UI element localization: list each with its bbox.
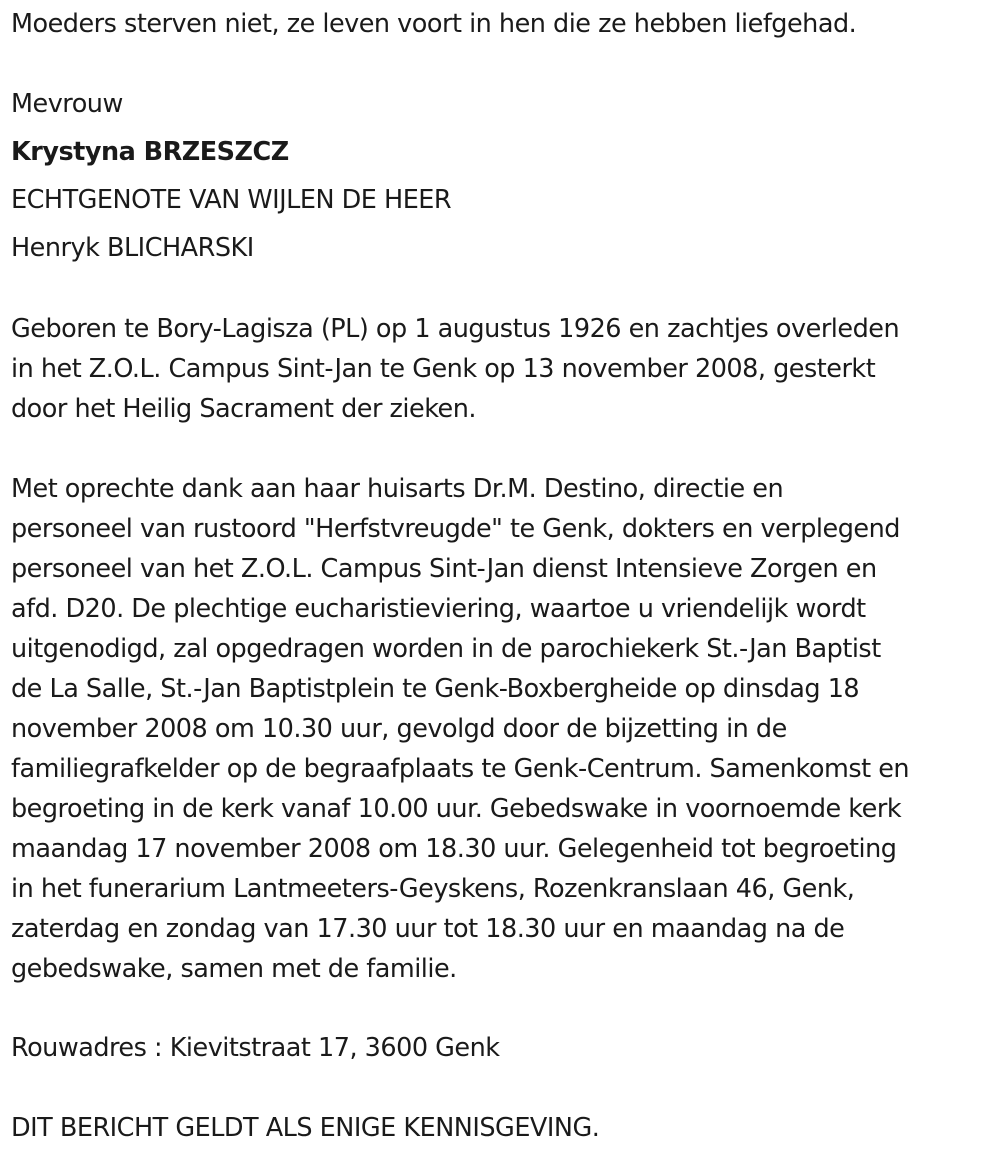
paragraph-line: begroeting in de kerk vanaf 10.00 uur. Gebedswake in voornoemde kerk [11,794,902,824]
paragraph-line: in het Z.O.L. Campus Sint-Jan te Genk op 13 november 2008, gesterkt [11,354,876,384]
mourning-address: Rouwadres : Kievitstraat 17, 3600 Genk [11,1033,500,1063]
relation: ECHTGENOTE VAN WIJLEN DE HEER [11,185,452,215]
paragraph-line: afd. D20. De plechtige eucharistieviering, waartoe u vriendelijk wordt [11,594,866,624]
notice: DIT BERICHT GELDT ALS ENIGE KENNISGEVING. [11,1113,600,1143]
paragraph-line: in het funerarium Lantmeeters-Geyskens, Rozenkranslaan 46, Genk, [11,874,855,904]
motto: Moeders sterven niet, ze leven voort in hen die ze hebben liefgehad. [11,9,857,39]
salutation: Mevrouw [11,89,123,119]
paragraph-line: gebedswake, samen met de familie. [11,954,457,984]
paragraph-line: maandag 17 november 2008 om 18.30 uur. Gelegenheid tot begroeting [11,834,897,864]
thanks-paragraph [11,469,989,989]
paragraph-line: zaterdag en zondag van 17.30 uur tot 18.30 uur en maandag na de [11,914,845,944]
paragraph-line: uitgenodigd, zal opgedragen worden in de parochiekerk St.-Jan Baptist [11,634,881,664]
paragraph-line: door het Heilig Sacrament der zieken. [11,394,477,424]
deceased-name: Krystyna BRZESZCZ [11,137,289,167]
paragraph-line: familiegrafkelder op de begraafplaats te Genk-Centrum. Samenkomst en [11,754,910,784]
paragraph-line: personeel van het Z.O.L. Campus Sint-Jan dienst Intensieve Zorgen en [11,554,877,584]
paragraph-line: Met oprechte dank aan haar huisarts Dr.M. Destino, directie en [11,474,784,504]
birth-death-paragraph [11,309,989,429]
paragraph-line: Geboren te Bory-Lagisza (PL) op 1 augustus 1926 en zachtjes overleden [11,314,900,344]
paragraph-line: november 2008 om 10.30 uur, gevolgd door de bijzetting in de [11,714,787,744]
paragraph-line: de La Salle, St.-Jan Baptistplein te Genk-Boxbergheide op dinsdag 18 [11,674,860,704]
spouse-name: Henryk BLICHARSKI [11,233,254,263]
paragraph-line: personeel van rustoord "Herfstvreugde" te Genk, dokters en verplegend [11,514,900,544]
